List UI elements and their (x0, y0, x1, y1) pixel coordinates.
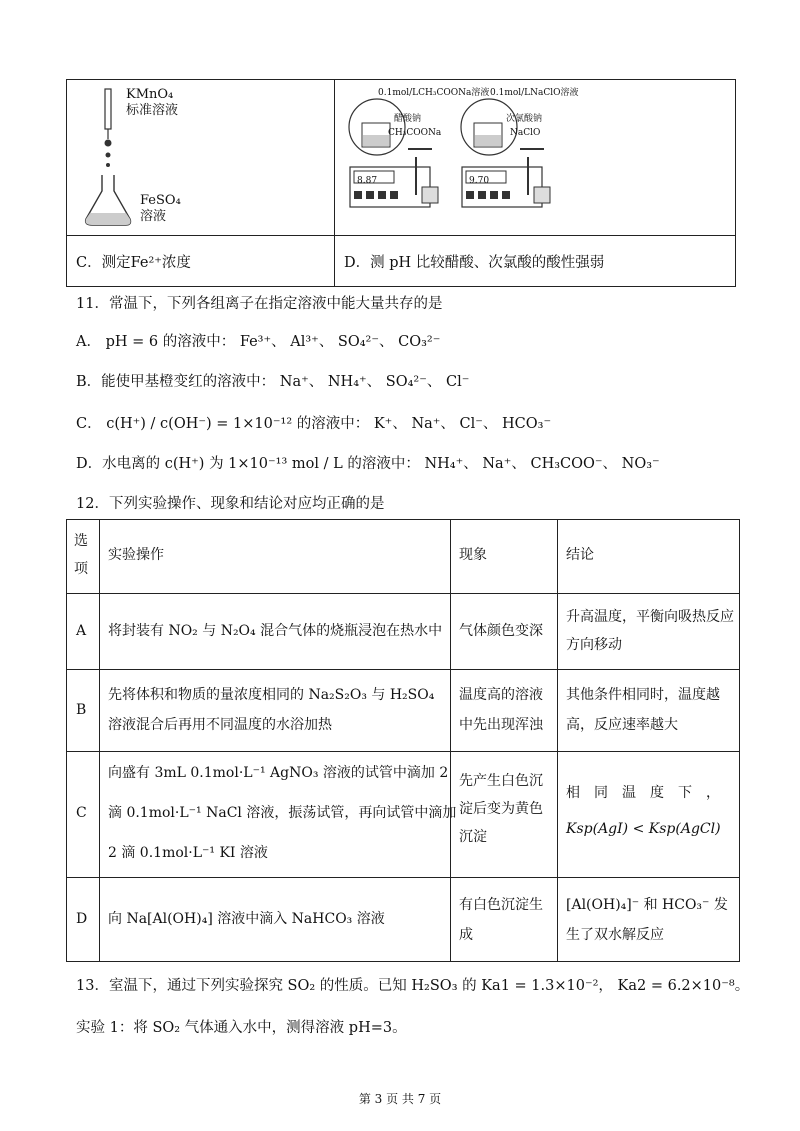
row-a-phenomenon: 气体颜色变深 (459, 623, 543, 639)
d-right-top-label: 0.1mol/LNaClO溶液 (490, 88, 579, 98)
ph-meter-diagram (342, 87, 582, 217)
d-caption: D．测 pH 比较醋酸、次氯酸的酸性强弱 (344, 255, 605, 271)
d-right-in1: 次氯酸钠 (506, 114, 543, 124)
q11-option-b: B．能使甲基橙变红的溶液中： Na⁺、 NH₄⁺、 SO₄²⁻、 Cl⁻ (76, 374, 470, 390)
row-c-conclusion-1: 相 同 温 度 下 ， (566, 785, 720, 801)
feso4-label: FeSO₄ (140, 193, 181, 208)
row-d-phenomenon-2: 成 (459, 927, 473, 943)
kmno4-standard-label: 标准溶液 (126, 103, 179, 118)
q13-stem: 13．室温下，通过下列实验探究 SO₂ 的性质。已知 H₂SO₃ 的 Ka1 = 1.3×10⁻²， Ka2 = 6.2×10⁻⁸。 (76, 978, 750, 994)
q13-experiment-1: 实验 1：将 SO₂ 气体通入水中，测得溶液 pH=3。 (76, 1020, 407, 1036)
header-option: 选项 (74, 533, 88, 577)
row-b-option: B (76, 702, 87, 718)
q11-option-a: A． pH = 6 的溶液中： Fe³⁺、 Al³⁺、 SO₄²⁻、 CO₃²⁻ (76, 334, 441, 350)
experiment-table (66, 519, 740, 962)
d-left-top-label: 0.1mol/LCH₃COONa溶液 (378, 88, 490, 98)
row-b-phenomenon-2: 中先出现浑浊 (459, 717, 543, 733)
d-left-reading: 8.87 (357, 176, 378, 186)
row-a-conclusion-2: 方向移动 (566, 637, 622, 653)
d-right-in2: NaClO (510, 128, 541, 138)
row-b-operation-1: 先将体积和物质的量浓度相同的 Na₂S₂O₃ 与 H₂SO₄ (108, 687, 435, 703)
q12-stem: 12．下列实验操作、现象和结论对应均正确的是 (76, 496, 385, 512)
row-c-phenomenon-1: 先产生白色沉 (459, 773, 543, 789)
row-c-option: C (76, 805, 87, 821)
row-c-operation-1: 向盛有 3mL 0.1mol·L⁻¹ AgNO₃ 溶液的试管中滴加 2 (108, 765, 449, 781)
row-a-operation: 将封装有 NO₂ 与 N₂O₄ 混合气体的烧瓶浸泡在热水中 (108, 623, 443, 639)
header-phenomenon: 现象 (459, 547, 487, 563)
row-c-operation-2: 滴 0.1mol·L⁻¹ NaCl 溶液，振荡试管，再向试管中滴加 (108, 805, 457, 821)
q11-option-d: D．水电离的 c(H⁺) 为 1×10⁻¹³ mol / L 的溶液中： NH₄⁺、 Na⁺、 CH₃COO⁻、 NO₃⁻ (76, 456, 660, 472)
row-d-option: D (76, 911, 88, 927)
figure-table (66, 79, 736, 287)
header-operation: 实验操作 (108, 547, 164, 563)
row-b-conclusion-2: 高，反应速率越大 (566, 717, 678, 733)
kmno4-label: KMnO₄ (126, 87, 174, 102)
d-left-in1: 醋酸钠 (394, 114, 422, 124)
q11-option-c: C． c(H⁺) / c(OH⁻) = 1×10⁻¹² 的溶液中： K⁺、 Na⁺、 Cl⁻、 HCO₃⁻ (76, 416, 552, 432)
q11-stem: 11．常温下，下列各组离子在指定溶液中能大量共存的是 (76, 296, 443, 312)
row-c-operation-3: 2 滴 0.1mol·L⁻¹ KI 溶液 (108, 845, 268, 861)
row-d-phenomenon-1: 有白色沉淀生 (459, 897, 543, 913)
row-a-conclusion-1: 升高温度，平衡向吸热反应 (566, 609, 734, 625)
d-right-reading: 9.70 (469, 176, 490, 186)
d-left-in2: CH₃COONa (388, 128, 442, 138)
row-b-operation-2: 溶液混合后再用不同温度的水浴加热 (108, 717, 332, 733)
row-d-operation: 向 Na[Al(OH)₄] 溶液中滴入 NaHCO₃ 溶液 (108, 911, 385, 927)
row-a-option: A (76, 623, 87, 639)
c-caption: C．测定Fe²⁺浓度 (76, 255, 191, 271)
row-c-phenomenon-2: 淀后变为黄色 (459, 801, 543, 817)
feso4-solution-label: 溶液 (140, 209, 167, 224)
row-b-phenomenon-1: 温度高的溶液 (459, 687, 543, 703)
row-d-conclusion-1: [Al(OH)₄]⁻ 和 HCO₃⁻ 发 (566, 897, 728, 913)
row-c-phenomenon-3: 沉淀 (459, 829, 487, 845)
row-b-conclusion-1: 其他条件相同时，温度越 (566, 687, 720, 703)
row-d-conclusion-2: 生了双水解反应 (566, 927, 664, 943)
row-c-conclusion-2: Ksp(AgI) < Ksp(AgCl) (566, 821, 721, 837)
header-conclusion: 结论 (566, 547, 594, 563)
page-footer: 第 3 页 共 7 页 (358, 1092, 442, 1106)
